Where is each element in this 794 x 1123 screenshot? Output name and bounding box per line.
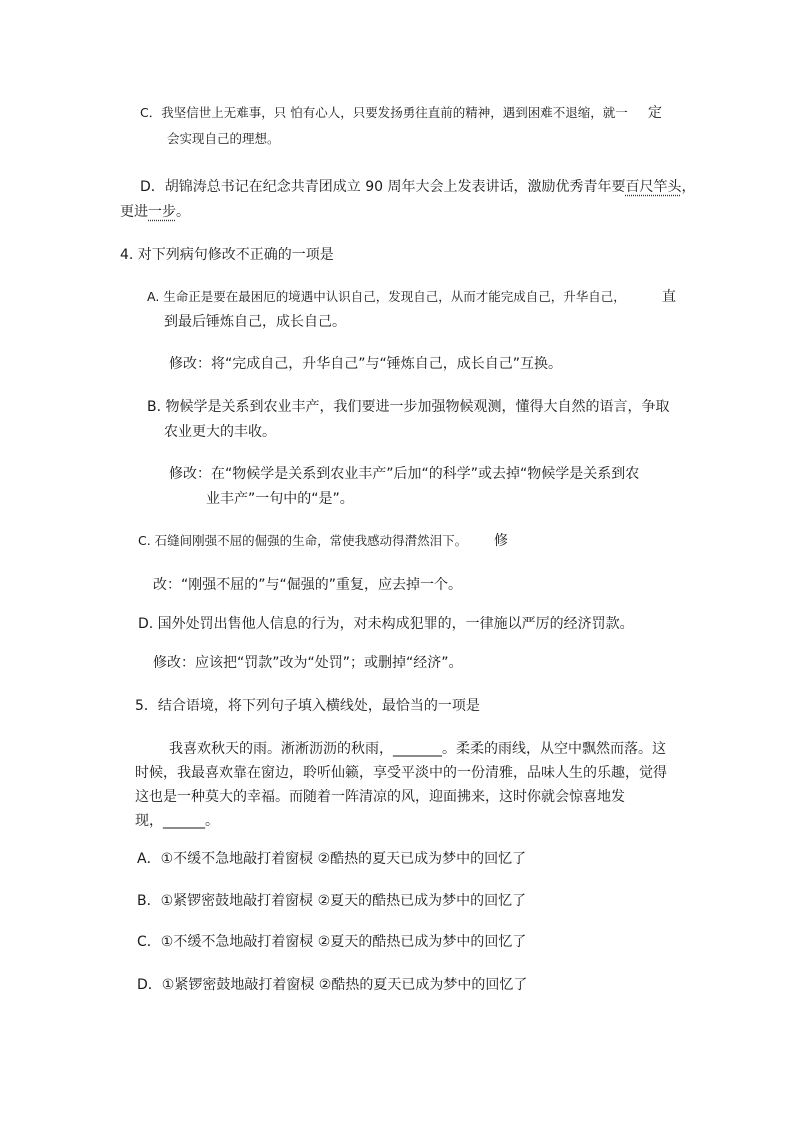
q4-option-c-line2: 改：“刚强不屈的”与“倔强的”重复，应去掉一个。 [153, 577, 463, 593]
q3-option-d-line2 [120, 202, 190, 222]
q4-option-a-line2: 到最后锤炼自己，成长自己。 [164, 314, 346, 330]
q5-passage-line3: 这也是一种莫大的幸福。而随着一阵清凉的风，迎面拂来，这时你就会惊喜地发 [135, 789, 625, 805]
q5-option-b: B．①紧锣密鼓地敲打着窗棂 ②夏天的酷热已成为梦中的回忆了 [137, 893, 527, 909]
q4-option-b-line1: B. 物候学是关系到农业丰产，我们要进一步加强物候观测，懂得大自然的语言，争取 [147, 399, 670, 415]
q4-option-a-fix: 修改：将“完成自己，升华自己”与“锤炼自己，成长自己”互换。 [169, 356, 563, 372]
q5-passage-line4: 现，______。 [135, 813, 219, 829]
q3-option-c-line1: C．我坚信世上无难事，只 怕有心人，只要发扬勇往直前的精神，遇到困难不退缩，就一 [140, 105, 628, 120]
q4-option-c-line1-tail: 修 [494, 533, 508, 549]
q3-option-c-line1-tail: 定 [648, 105, 662, 121]
q4-stem: 4. 对下列病句修改不正确的一项是 [120, 247, 334, 263]
q3-option-d-period: 。 [176, 204, 190, 220]
q4-option-b-line2: 农业更大的丰收。 [164, 424, 276, 440]
q3-option-d-text2: 更进 [120, 204, 148, 220]
q4-option-a-line1: A. 生命正是要在最困厄的境遇中认识自己，发现自己，从而才能完成自己，升华自己， [147, 289, 626, 304]
q5-passage-line1: 我喜欢秋天的雨。淅淅沥沥的秋雨，_______。柔柔的雨线，从空中飘然而落。这 [169, 741, 666, 757]
q4-option-d-line1: D. 国外处罚出售他人信息的行为，对未构成犯罪的，一律施以严厉的经济罚款。 [138, 616, 634, 632]
q4-option-a-line1-tail: 直 [662, 289, 676, 305]
q4-option-b-fix1: 修改：在“物候学是关系到农业丰产”后加“的科学”或去掉“物候学是关系到农 [169, 466, 640, 482]
q5-option-d: D．①紧锣密鼓地敲打着窗棂 ②酷热的夏天已成为梦中的回忆了 [137, 977, 528, 993]
q3-option-d-idiom: 百尺竿头 [625, 179, 682, 195]
q4-option-c-line1: C. 石缝间刚强不屈的倔强的生命，常使我感动得潸然泪下。 [138, 533, 468, 548]
q4-option-b-fix2: 业丰产”一句中的“是”。 [206, 491, 354, 507]
q5-option-a: A．①不缓不急地敲打着窗棂 ②酷热的夏天已成为梦中的回忆了 [137, 851, 527, 867]
q3-option-d-line1 [140, 177, 696, 197]
q3-option-d-idiom2: 一步 [148, 204, 176, 220]
q3-option-d-comma: ， [681, 179, 696, 195]
q5-stem: 5．结合语境，将下列句子填入横线处，最恰当的一项是 [135, 698, 480, 714]
q3-option-c-line2: 会实现自己的理想。 [167, 131, 280, 146]
q4-option-d-fix: 修改：应该把“罚款”改为“处罚”；或删掉“经济”。 [153, 655, 463, 671]
q5-passage-line2: 时候，我最喜欢靠在窗边，聆听仙籁，享受平淡中的一份清雅，品味人生的乐趣，觉得 [135, 765, 667, 781]
q3-option-d-text: D．胡锦涛总书记在纪念共青团成立 90 周年大会上发表讲话，激励优秀青年要 [140, 179, 626, 195]
q5-option-c: C．①不缓不急地敲打着窗棂 ②夏天的酷热已成为梦中的回忆了 [137, 934, 527, 950]
